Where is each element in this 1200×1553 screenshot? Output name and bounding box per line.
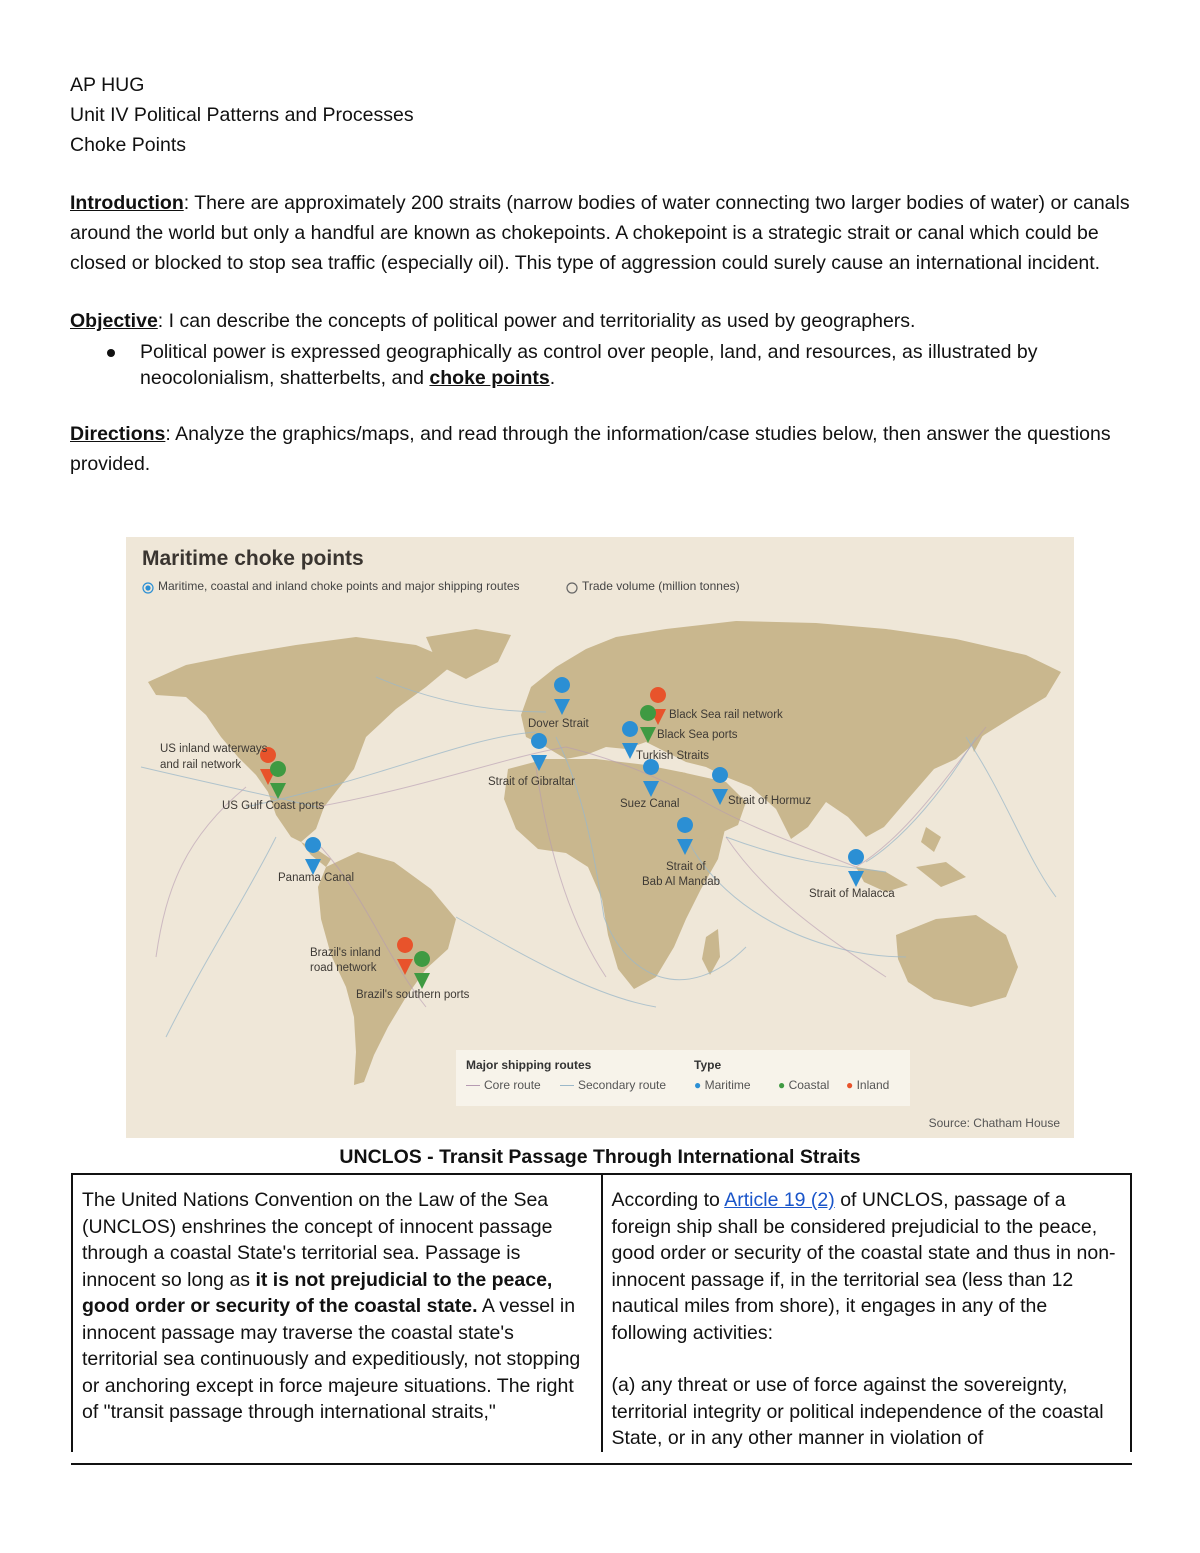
legend-core-route: Core route (466, 1078, 541, 1092)
label-strait-of-malacca: Strait of Malacca (809, 888, 895, 900)
right-cell (602, 1174, 1132, 1452)
label-bab-al-mandab-2: Bab Al Mandab (642, 876, 721, 888)
legend-routes-title: Major shipping routes (466, 1058, 592, 1072)
legend-type-title: Type (694, 1058, 722, 1072)
table-row (72, 1174, 1131, 1452)
maritime-pin-icon: ● (694, 1078, 702, 1092)
label-turkish-straits: Turkish Straits (636, 750, 710, 762)
coastal-pin-icon: ● (778, 1078, 786, 1092)
right-text-pre: According to (611, 1189, 725, 1211)
map-legend (456, 1050, 910, 1106)
label-brazil-inland-2: road network (310, 962, 377, 974)
radio-selected-dot (145, 585, 150, 590)
label-panama-canal: Panama Canal (278, 872, 355, 884)
unclos-table-title: UNCLOS - Transit Passage Through International Straits (339, 1146, 861, 1168)
directions-label: Directions (70, 423, 166, 445)
radio-empty-icon (567, 583, 577, 593)
map-subtitle-selected: Maritime, coastal and inland choke points and major shipping routes (158, 579, 520, 593)
left-text-1: The United Nations Convention on the Law of the Sea (UNCLOS) enshrines the concept of innocent passage through a coastal State's territorial sea. Passage is innocent so long as (82, 1189, 553, 1291)
course-name: AP HUG (70, 74, 145, 96)
map-subtitle-other: Trade volume (million tonnes) (582, 579, 740, 593)
legend-maritime: ● Maritime (694, 1078, 751, 1092)
left-cell (72, 1174, 602, 1452)
introduction-label: Introduction (70, 192, 184, 214)
unclos-table (71, 1173, 1132, 1452)
document-header (70, 70, 1135, 160)
label-brazil-inland-1: Brazil's inland (310, 947, 381, 959)
left-bold-text: it is not prejudicial to the peace, good order or security of the coastal state. (82, 1268, 553, 1317)
introduction-paragraph (70, 188, 1135, 278)
southeast-asia-islands (856, 827, 966, 892)
unit-title: Unit IV Political Patterns and Processes (70, 104, 414, 126)
objective-text: : I can describe the concepts of political power and territoriality as used by geographers. (157, 310, 916, 332)
bullet-text: Political power is expressed geographically as control over people, land, and resources, as illustrated by neocolonialism, shatterbelts, and (140, 341, 1038, 389)
objective-paragraph (70, 306, 1135, 391)
left-text-2: A vessel in innocent passage may traverse the coastal state's territorial sea continuously and expeditiously, not stopping or anchoring except in force majeure situations. The right of "transit passage through international straits," (82, 1295, 581, 1423)
label-us-gulf-coast: US Gulf Coast ports (222, 800, 325, 812)
objective-label: Objective (70, 310, 158, 332)
map-title: Maritime choke points (142, 547, 364, 570)
article-19-link[interactable]: Article 19 (2) (724, 1189, 835, 1211)
label-us-inland-1: US inland waterways (160, 743, 268, 755)
right-text-post: of UNCLOS, passage of a foreign ship shall be considered prejudicial to the peace, good order or security of the coastal state and thus in non-innocent passage if, in the territorial sea (less than 12 nautical miles from shore), it engages in any of the following activities: (611, 1189, 1116, 1344)
directions-text: : Analyze the graphics/maps, and read through the information/case studies below, then answer the questions provided. (70, 423, 1111, 475)
inland-pin-icon: ● (846, 1078, 854, 1092)
label-black-sea-rail: Black Sea rail network (669, 709, 783, 721)
map-source: Source: Chatham House (928, 1116, 1060, 1130)
topic-title: Choke Points (70, 134, 186, 156)
table-bottom-border (71, 1463, 1132, 1465)
label-bab-al-mandab-1: Strait of (666, 861, 706, 873)
label-us-inland-2: and rail network (160, 759, 242, 771)
directions-paragraph (70, 419, 1135, 479)
legend-inland: ● Inland (846, 1078, 890, 1092)
label-strait-of-gibraltar: Strait of Gibraltar (488, 776, 575, 788)
right-item-a: (a) any threat or use of force against the sovereignty, territorial integrity or political independence of the coastal State, or in any other manner in violation of (611, 1374, 1104, 1449)
madagascar (702, 929, 720, 975)
label-black-sea-ports: Black Sea ports (657, 729, 738, 741)
label-strait-of-hormuz: Strait of Hormuz (728, 795, 812, 807)
australia (896, 915, 1018, 1007)
choke-points-emphasis: choke points (429, 367, 550, 389)
introduction-text: : There are approximately 200 straits (narrow bodies of water connecting two larger bodies of water) or canals around the world but only a handful are known as chokepoints. A chokepoint is a strategic strait or canal which could be closed or blocked to stop sea traffic (especially oil). This type of aggression could surely cause an international incident. (70, 192, 1130, 274)
label-dover-strait: Dover Strait (528, 718, 589, 730)
world-map-graphic (126, 537, 1074, 1138)
label-brazil-southern-ports: Brazil's southern ports (356, 989, 470, 1001)
choke-points-map (126, 537, 1074, 1138)
continents (148, 621, 1061, 1085)
objective-bullets (70, 336, 1135, 391)
legend-secondary-route: Secondary route (560, 1078, 666, 1092)
bullet-end: . (549, 367, 556, 389)
list-item (140, 336, 1135, 391)
document-body (70, 70, 1135, 479)
legend-coastal: ● Coastal (778, 1078, 830, 1092)
label-suez-canal: Suez Canal (620, 798, 680, 810)
